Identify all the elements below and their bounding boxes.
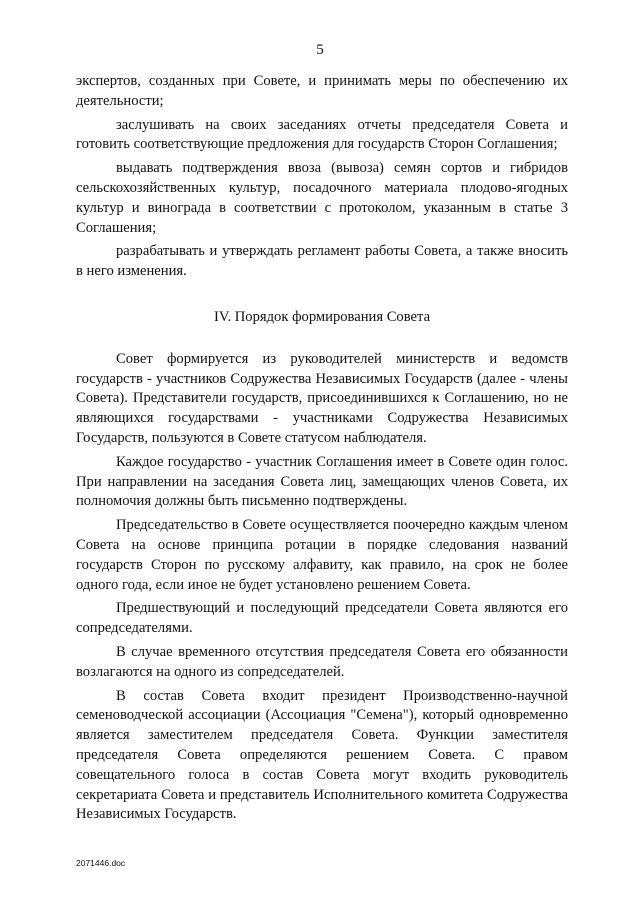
paragraph-voting: Каждое государство - участник Соглашения имеет в Совете один голос. При направлении на заседания Совета лиц, замещающих членов Совета, их полномочия должны быть письменно подтверждены. [76, 453, 568, 510]
footer-filename: 2071446.doc [76, 858, 126, 868]
paragraph-regulations: разрабатывать и утверждать регламент работы Совета, а также вносить в него изменения. [76, 243, 568, 280]
paragraph-import-confirmations: выдавать подтверждения ввоза (вывоза) семян сортов и гибридов сельскохозяйственных культур, посадочного материала плодово-ягодных культур и винограда в соответствии с протоколом, указанным в статье 3 Соглашения; [76, 160, 568, 236]
paragraph-council-formation: Совет формируется из руководителей министерств и ведомств государств - участников Содружества Независимых Государств (далее - члены Совета). Представители государств, присоединившихся к Соглашению, но не являющихся государствами - участниками Содружества Независимых Государств, пользуются в Совете статусом наблюдателя. [76, 350, 568, 446]
paragraph-experts: экспертов, созданных при Совете, и принимать меры по обеспечению их деятельности; [76, 73, 568, 109]
paragraph-chairmanship: Председательство в Совете осуществляется поочередно каждым членом Совета на основе принципа ротации в порядке следования названий государств Сторон по русскому алфавиту, как правило, на срок не более одного года, если иное не будет установлено решением Совета. [76, 517, 568, 593]
paragraph-reports: заслушивать на своих заседаниях отчеты председателя Совета и готовить соответствующие предложения для государств Сторон Соглашения; [76, 116, 568, 153]
section-heading: IV. Порядок формирования Совета [213, 308, 431, 325]
paragraph-composition: В состав Совета входит президент Производственно-научной семеноводческой ассоциации (Ассоциация "Семена"), который одновременно является заместителем председателя Совета. Функции заместителя председателя Совета определяются решением Совета. С правом совещательного голоса в состав Совета могут входить руководитель секретариата Совета и представитель Исполнительного комитета Содружества Независимых Государств. [76, 687, 568, 823]
paragraph-absence: В случае временного отсутствия председателя Совета его обязанности возлагаются на одного из сопредседателей. [76, 643, 568, 680]
document-body [76, 72, 568, 829]
paragraph-co-chairs: Предшествующий и последующий председатели Совета являются его сопредседателями. [76, 600, 568, 637]
page-number: 5 [316, 42, 324, 58]
